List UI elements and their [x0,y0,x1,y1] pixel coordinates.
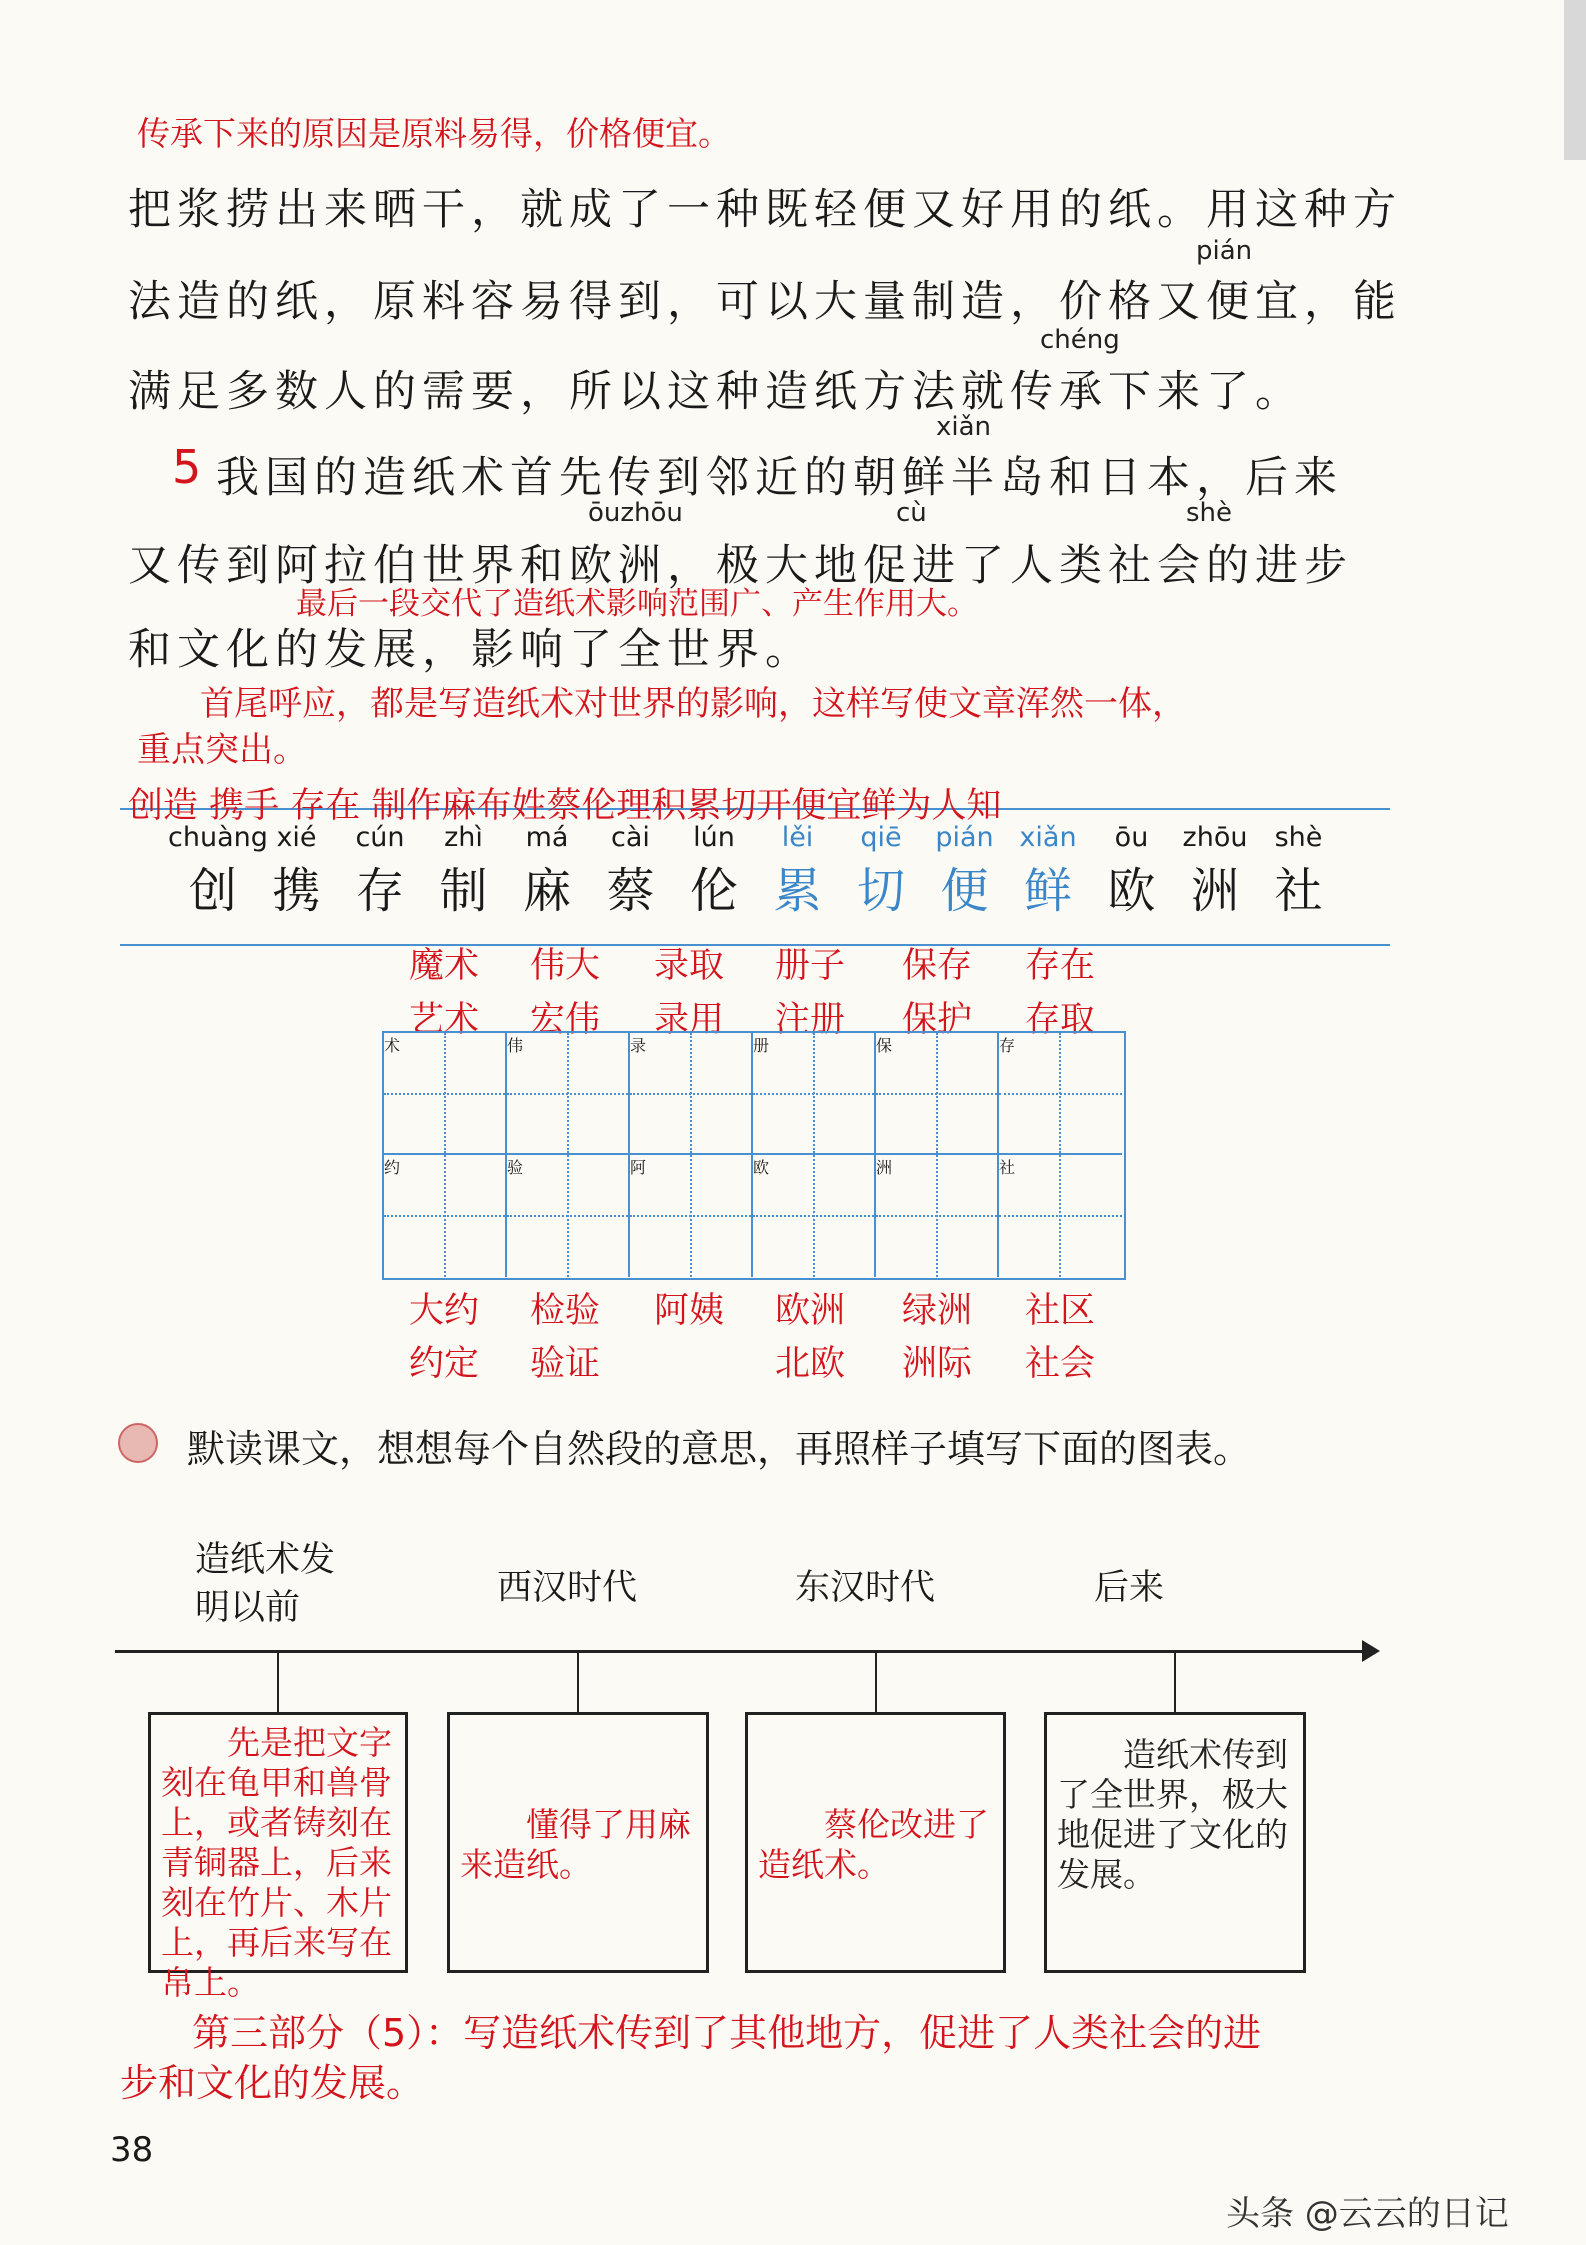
vocab-character: 洲 [1190,863,1239,919]
annotation-echo-2: 重点突出。 [137,730,307,770]
grid-cell [507,1155,630,1277]
word-example: 册子 [774,946,845,986]
word-example: 录取 [653,946,724,986]
word-example: 伟大 [529,946,600,986]
grid-character: 约 [384,1158,401,1177]
vocab-character: 蔡 [606,863,655,919]
timeline-label: 后来 [1094,1568,1165,1608]
timeline-answer-box: 蔡伦改进了造纸术。 [745,1712,1006,1973]
grid-character: 录 [630,1036,647,1055]
text-line-1: 把浆捞出来晒干，就成了一种既轻便又好用的纸。用这种方 [128,185,1402,235]
word-example: 阿姨 [653,1291,724,1331]
vocab-pinyin: xiǎn [1019,822,1077,853]
word-example: 社会 [1024,1344,1095,1384]
grid-guide-v [444,1033,446,1153]
word-example: 保护 [901,1000,972,1040]
vocab-pinyin: chuàng [168,822,268,853]
grid-character: 阿 [630,1158,647,1177]
timeline-label: 东汉时代 [795,1568,936,1608]
pinyin-xian: xiǎn [936,412,992,442]
grid-character: 术 [384,1036,401,1055]
grid-cell [876,1033,999,1155]
timeline-label: 造纸术发 [195,1540,336,1580]
grid-cell [630,1033,753,1155]
grid-cell [999,1033,1122,1155]
vocab-pinyin: ōu [1114,822,1149,853]
vocab-character: 累 [773,863,822,919]
vocab-character: 社 [1274,863,1323,919]
grid-guide-v [1059,1033,1061,1153]
grid-character: 保 [876,1036,893,1055]
text-line-6: 和文化的发展，影响了全世界。 [128,625,814,675]
vocab-character: 制 [439,863,488,919]
timeline-connector [875,1651,877,1712]
pinyin-cu: cù [896,498,927,528]
vocab-pinyin: lún [693,822,735,853]
word-example: 洲际 [901,1344,972,1384]
exercise-instruction: 默读课文，想想每个自然段的意思，再照样子填写下面的图表。 [187,1427,1252,1471]
vocab-character: 伦 [689,863,738,919]
vocab-pinyin: má [525,822,569,853]
vocab-character: 便 [940,863,989,919]
grid-cell [384,1155,507,1277]
annotation-word-list: 创造 携手 存在 制作麻布姓蔡伦理积累切开便宜鲜为人知 [128,786,1002,826]
grid-guide-v [444,1155,446,1277]
word-example: 存在 [1024,946,1095,986]
text-line-5: 又传到阿拉伯世界和欧洲，极大地促进了人类社会的进步 [128,541,1353,591]
timeline-connector [577,1651,579,1712]
page-number: 38 [110,2130,154,2170]
grid-character: 洲 [876,1158,893,1177]
vocab-pinyin: cún [355,822,405,853]
vocab-character: 切 [856,863,905,919]
grid-cell [999,1155,1122,1277]
word-example: 保存 [901,946,972,986]
vocab-character: 携 [272,863,321,919]
grid-guide-v [936,1033,938,1153]
vocab-character: 欧 [1107,863,1156,919]
vocab-pinyin: zhōu [1182,822,1248,853]
vocab-character: 存 [355,863,404,919]
grid-character: 存 [999,1036,1016,1055]
word-example: 艺术 [408,1000,479,1040]
grid-cell [876,1155,999,1277]
grid-guide-v [936,1155,938,1277]
vocab-pinyin: pián [935,822,994,853]
vocab-pinyin: qiē [860,822,902,853]
writing-grid [382,1031,1126,1280]
pinyin-she: shè [1186,498,1233,528]
vocab-character: 麻 [522,863,571,919]
word-example: 宏伟 [529,1000,600,1040]
text-line-3: 满足多数人的需要，所以这种造纸方法就传承下来了。 [128,367,1304,417]
word-example: 存取 [1024,1000,1095,1040]
grid-guide-v [690,1033,692,1153]
word-example: 录用 [653,1000,724,1040]
timeline-answer-box: 懂得了用麻来造纸。 [447,1712,709,1973]
annotation-top: 传承下来的原因是原料易得，价格便宜。 [137,114,731,153]
word-example: 绿洲 [901,1291,972,1331]
text-line-2: 法造的纸，原料容易得到，可以大量制造，价格又便宜，能 [128,277,1402,327]
annotation-paragraph-5: 最后一段交代了造纸术影响范围广、产生作用大。 [296,586,978,622]
grid-cell [753,1033,876,1155]
summary-line-2: 步和文化的发展。 [120,2061,425,2105]
grid-cell [630,1155,753,1277]
grid-character: 验 [507,1158,524,1177]
watermark: 头条 @云云的日记 [1226,2194,1509,2234]
pinyin-ouzhou: ōuzhōu [588,498,683,528]
grid-cell [507,1033,630,1155]
summary-line-1: 第三部分（5）：写造纸术传到了其他地方，促进了人类社会的进 [192,2011,1262,2055]
vocab-pinyin: cài [611,822,650,853]
vocab-pinyin: xié [276,822,317,853]
grid-cell [753,1155,876,1277]
timeline-answer-box: 先是把文字刻在龟甲和兽骨上，或者铸刻在青铜器上，后来刻在竹片、木片上，再后来写在帛上。 [148,1712,408,1973]
word-example: 大约 [408,1291,479,1331]
pinyin-cheng: chéng [1040,325,1120,355]
grid-guide-v [690,1155,692,1277]
word-example: 欧洲 [774,1291,845,1331]
arrow-icon [1362,1640,1380,1662]
grid-guide-v [1059,1155,1061,1277]
word-example: 北欧 [774,1344,845,1384]
exercise-icon [118,1423,158,1463]
vocab-character: 创 [188,863,237,919]
grid-guide-v [813,1033,815,1153]
text-line-4: 我国的造纸术首先传到邻近的朝鲜半岛和日本，后来 [216,453,1343,503]
grid-character: 社 [999,1158,1016,1177]
timeline-answer-box: 造纸术传到了全世界，极大地促进了文化的发展。 [1044,1712,1306,1973]
word-example: 魔术 [408,946,479,986]
word-example: 检验 [529,1291,600,1331]
timeline-connector [1174,1651,1176,1712]
timeline-label: 西汉时代 [497,1568,638,1608]
grid-character: 欧 [753,1158,770,1177]
grid-guide-v [813,1155,815,1277]
grid-cell [384,1033,507,1155]
vocab-pinyin: lěi [781,822,814,853]
grid-character: 册 [753,1036,770,1055]
timeline-connector [277,1651,279,1712]
word-example: 社区 [1024,1291,1095,1331]
vocab-pinyin: shè [1274,822,1323,853]
pinyin-pian: pián [1196,236,1253,266]
vocab-pinyin: zhì [444,822,483,853]
grid-guide-v [567,1033,569,1153]
page-edge [1564,0,1586,160]
grid-character: 伟 [507,1036,524,1055]
vocab-character: 鲜 [1023,863,1072,919]
word-example: 注册 [774,1000,845,1040]
word-example: 验证 [529,1344,600,1384]
timeline-axis [115,1650,1370,1653]
paragraph-number: 5 [172,440,202,494]
word-example: 约定 [408,1344,479,1384]
annotation-echo-1: 首尾呼应，都是写造纸术对世界的影响，这样写使文章浑然一体， [200,684,1186,724]
grid-guide-v [567,1155,569,1277]
timeline-label: 明以前 [195,1588,301,1628]
